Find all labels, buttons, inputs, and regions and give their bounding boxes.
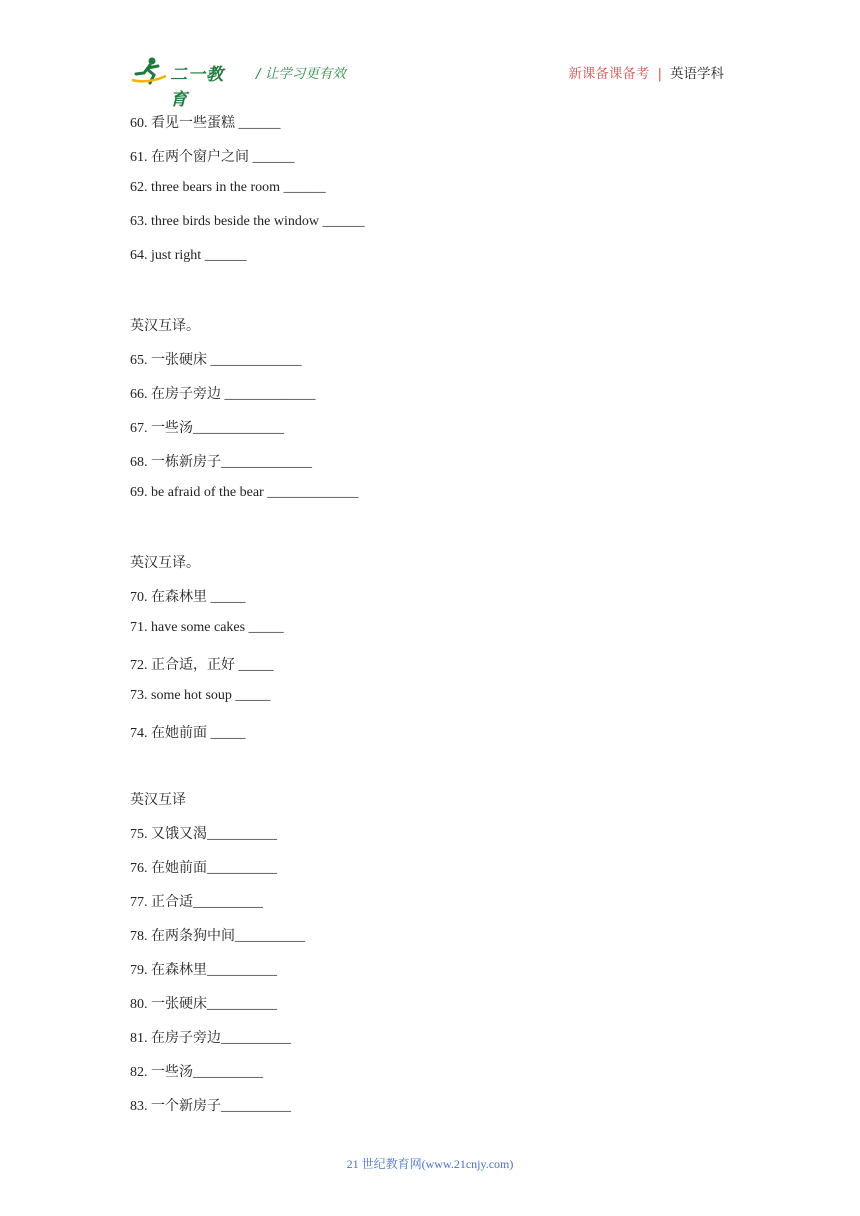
- answer-blank[interactable]: ______: [238, 116, 281, 131]
- list-item: 70. 在森林里 _____: [130, 590, 246, 605]
- logo: [130, 56, 240, 110]
- logo-text: 二一教育: [170, 65, 224, 110]
- answer-blank[interactable]: __________: [235, 929, 305, 944]
- answer-blank[interactable]: _____________: [224, 387, 316, 402]
- answer-blank[interactable]: _____________: [210, 353, 302, 368]
- answer-blank[interactable]: ______: [204, 248, 247, 263]
- answer-blank[interactable]: ______: [283, 180, 326, 195]
- header-right: [568, 62, 724, 82]
- answer-blank[interactable]: __________: [207, 997, 277, 1012]
- list-item: 63. three birds beside the window ______: [130, 214, 365, 229]
- list-item: 61. 在两个窗户之间 ______: [130, 150, 295, 165]
- list-item: 64. just right ______: [130, 248, 247, 263]
- list-item: 79. 在森林里__________: [130, 963, 277, 978]
- answer-blank[interactable]: _____: [210, 590, 246, 605]
- section-title: 英汉互译。: [130, 319, 200, 334]
- answer-blank[interactable]: _____: [235, 688, 271, 703]
- list-item: 66. 在房子旁边 _____________: [130, 387, 316, 402]
- list-item: 65. 一张硬床 _____________: [130, 353, 302, 368]
- header-separator: |: [657, 66, 662, 82]
- answer-blank[interactable]: __________: [193, 1065, 263, 1080]
- answer-blank[interactable]: _____: [248, 620, 284, 635]
- list-item: 62. three bears in the room ______: [130, 180, 326, 195]
- answer-blank[interactable]: _____________: [221, 455, 312, 470]
- list-item: 77. 正合适__________: [130, 895, 263, 910]
- list-item: 72. 正合适，正好 _____: [130, 658, 274, 673]
- answer-blank[interactable]: __________: [193, 895, 263, 910]
- header-tagline: 新课备课备考: [568, 66, 650, 82]
- answer-blank[interactable]: __________: [207, 827, 277, 842]
- answer-blank[interactable]: ______: [322, 214, 365, 229]
- section-title: 英汉互译。: [130, 556, 200, 571]
- answer-blank[interactable]: ______: [252, 150, 295, 165]
- answer-blank[interactable]: _____________: [267, 485, 359, 500]
- answer-blank[interactable]: __________: [221, 1099, 291, 1114]
- list-item: 60. 看见一些蛋糕 ______: [130, 116, 281, 131]
- list-item: 73. some hot soup _____: [130, 688, 271, 703]
- answer-blank[interactable]: __________: [207, 963, 277, 978]
- section-title: 英汉互译: [130, 793, 186, 808]
- page-footer: 21 世纪教育网(www.21cnjy.com): [346, 1157, 514, 1171]
- list-item: 67. 一些汤_____________: [130, 421, 284, 436]
- list-item: 74. 在她前面 _____: [130, 726, 246, 741]
- list-item: 78. 在两条狗中间__________: [130, 929, 305, 944]
- list-item: 71. have some cakes _____: [130, 620, 284, 635]
- list-item: 68. 一栋新房子_____________: [130, 455, 312, 470]
- answer-blank[interactable]: _____: [210, 726, 246, 741]
- answer-blank[interactable]: _____: [238, 658, 274, 673]
- list-item: 83. 一个新房子__________: [130, 1099, 291, 1114]
- list-item: 75. 又饿又渴__________: [130, 827, 277, 842]
- answer-blank[interactable]: __________: [207, 861, 277, 876]
- page-header: [130, 54, 730, 110]
- subject-label: 英语学科: [670, 66, 724, 82]
- runner-logo-icon: [130, 56, 170, 86]
- list-item: 80. 一张硬床__________: [130, 997, 277, 1012]
- answer-blank[interactable]: _____________: [193, 421, 284, 436]
- list-item: 69. be afraid of the bear _____________: [130, 485, 359, 500]
- list-item: 81. 在房子旁边__________: [130, 1031, 291, 1046]
- slogan: / 让学习更有效: [256, 66, 346, 82]
- answer-blank[interactable]: __________: [221, 1031, 291, 1046]
- list-item: 76. 在她前面__________: [130, 861, 277, 876]
- list-item: 82. 一些汤__________: [130, 1065, 263, 1080]
